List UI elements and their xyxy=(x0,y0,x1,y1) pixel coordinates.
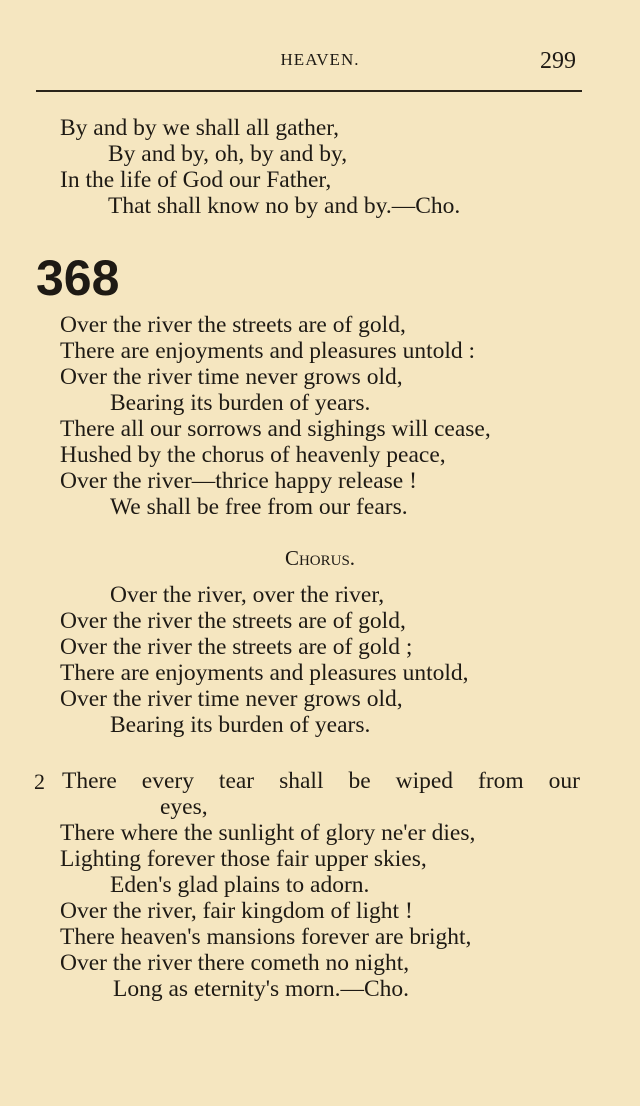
verse-line: That shall know no by and by.—Cho. xyxy=(108,193,461,219)
section-title: HEAVEN. xyxy=(280,50,360,69)
page-number: 299 xyxy=(540,48,576,74)
verse-line: Over the river there cometh no night, xyxy=(60,950,410,976)
hymn-number: 368 xyxy=(36,250,120,306)
verse-line: Over the river—thrice happy release ! xyxy=(60,468,417,494)
verse-line: Lighting forever those fair upper skies, xyxy=(60,846,427,872)
verse-line: There heaven's mansions forever are bright, xyxy=(60,924,472,950)
chorus-line: Over the river the streets are of gold ; xyxy=(60,634,413,660)
verse-line: There all our sorrows and sighings will cease, xyxy=(60,416,491,442)
chorus-line: Bearing its burden of years. xyxy=(110,712,371,738)
verse-line: There every tear shall be wiped from our xyxy=(62,768,580,794)
verse-number: 2 xyxy=(34,769,45,794)
chorus-heading: Chorus. xyxy=(284,546,356,570)
verse-line: There are enjoyments and pleasures untold : xyxy=(60,338,476,364)
chorus-line: There are enjoyments and pleasures untold, xyxy=(60,660,469,686)
chorus-line: Over the river time never grows old, xyxy=(60,686,403,712)
verse-line: There where the sunlight of glory ne'er dies, xyxy=(60,820,476,846)
verse-line: Over the river the streets are of gold, xyxy=(60,312,406,338)
header-divider xyxy=(36,90,582,92)
chorus-line: Over the river the streets are of gold, xyxy=(60,608,406,634)
verse-line: Long as eternity's morn.—Cho. xyxy=(113,976,409,1002)
verse-line: By and by we shall all gather, xyxy=(60,115,340,141)
verse-line: By and by, oh, by and by, xyxy=(108,141,348,167)
verse-line: Over the river time never grows old, xyxy=(60,364,403,390)
verse-line: Bearing its burden of years. xyxy=(110,390,371,416)
verse-line: eyes, xyxy=(160,794,208,820)
verse-line: Over the river, fair kingdom of light ! xyxy=(60,898,413,924)
verse-line: We shall be free from our fears. xyxy=(110,494,408,520)
chorus-line: Over the river, over the river, xyxy=(110,582,385,608)
verse-line: In the life of God our Father, xyxy=(60,167,332,193)
verse-line: Eden's glad plains to adorn. xyxy=(110,872,370,898)
verse-line: Hushed by the chorus of heavenly peace, xyxy=(60,442,446,468)
